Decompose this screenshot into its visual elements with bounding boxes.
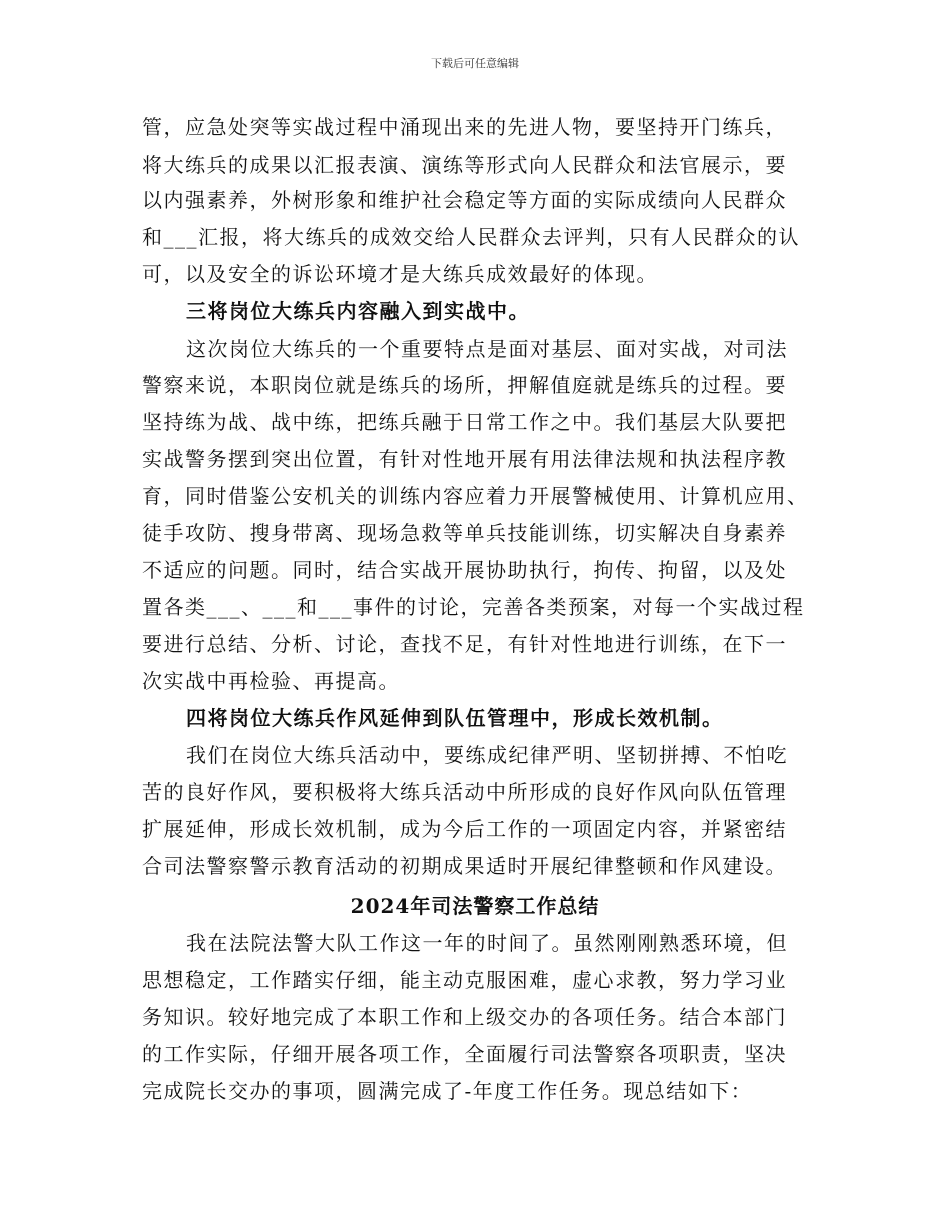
paragraph-line: 可，以及安全的诉讼环境才是大练兵成效最好的体现。 (142, 262, 658, 286)
paragraph-line: 育，同时借鉴公安机关的训练内容应着力开展警械使用、计算机应用、 (142, 484, 809, 508)
paragraph-line: 以内强素养，外树形象和维护社会稳定等方面的实际成绩向人民群众 (142, 188, 787, 212)
paragraph-line: 徒手攻防、搜身带离、现场急救等单兵技能训练，切实解决自身素养 (142, 521, 787, 545)
document-title: 2024年司法警察工作总结 (350, 894, 600, 918)
paragraph-line: 完成院长交办的事项，圆满完成了-年度工作任务。现总结如下： (142, 1079, 753, 1103)
paragraph-line: 不适应的问题。同时，结合实战开展协助执行，拘传、拘留，以及处 (142, 558, 787, 582)
paragraph-line: 我们在岗位大练兵活动中，要练成纪律严明、坚韧拼搏、不怕吃 (186, 743, 788, 767)
paragraph-line: 合司法警察警示教育活动的初期成果适时开展纪律整顿和作风建设。 (142, 854, 787, 878)
paragraph-line: 实战警务摆到突出位置，有针对性地开展有用法律法规和执法程序教 (142, 447, 787, 471)
paragraph-line: 我在法院法警大队工作这一年的时间了。虽然刚刚熟悉环境，但 (186, 931, 788, 955)
paragraph-line: 苦的良好作风，要积极将大练兵活动中所形成的良好作风向队伍管理 (142, 780, 787, 804)
paragraph-line: 置各类___、___和___事件的讨论，完善各类预案，对每一个实战过程 (142, 595, 805, 619)
paragraph-line: 将大练兵的成果以汇报表演、演练等形式向人民群众和法官展示，要 (142, 153, 787, 177)
paragraph-line: 坚持练为战、战中练，把练兵融于日常工作之中。我们基层大队要把 (142, 410, 787, 434)
page-header-note: 下载后可任意编辑 (431, 57, 519, 70)
paragraph-line: 警察来说，本职岗位就是练兵的场所，押解值庭就是练兵的过程。要 (142, 373, 787, 397)
paragraph-line: 管，应急处突等实战过程中涌现出来的先进人物，要坚持开门练兵， (142, 115, 787, 139)
paragraph-line: 思想稳定，工作踏实仔细，能主动克服困难，虚心求教，努力学习业 (142, 968, 787, 992)
paragraph-line: 的工作实际，仔细开展各项工作，全面履行司法警察各项职责，坚决 (142, 1042, 787, 1066)
paragraph-line: 扩展延伸，形成长效机制，成为今后工作的一项固定内容，并紧密结 (142, 817, 787, 841)
paragraph-line: 和___汇报，将大练兵的成效交给人民群众去评判，只有人民群众的认 (142, 225, 800, 249)
paragraph-line: 务知识。较好地完成了本职工作和上级交办的各项任务。结合本部门 (142, 1005, 787, 1029)
paragraph-line: 要进行总结、分析、讨论，查找不足，有针对性地进行训练，在下一 (142, 632, 787, 656)
section-heading: 三将岗位大练兵内容融入到实战中。 (186, 299, 530, 323)
section-heading: 四将岗位大练兵作风延伸到队伍管理中，形成长效机制。 (186, 706, 724, 730)
paragraph-line: 这次岗位大练兵的一个重要特点是面对基层、面对实战，对司法 (186, 337, 788, 361)
paragraph-line: 次实战中再检验、再提高。 (142, 669, 400, 693)
